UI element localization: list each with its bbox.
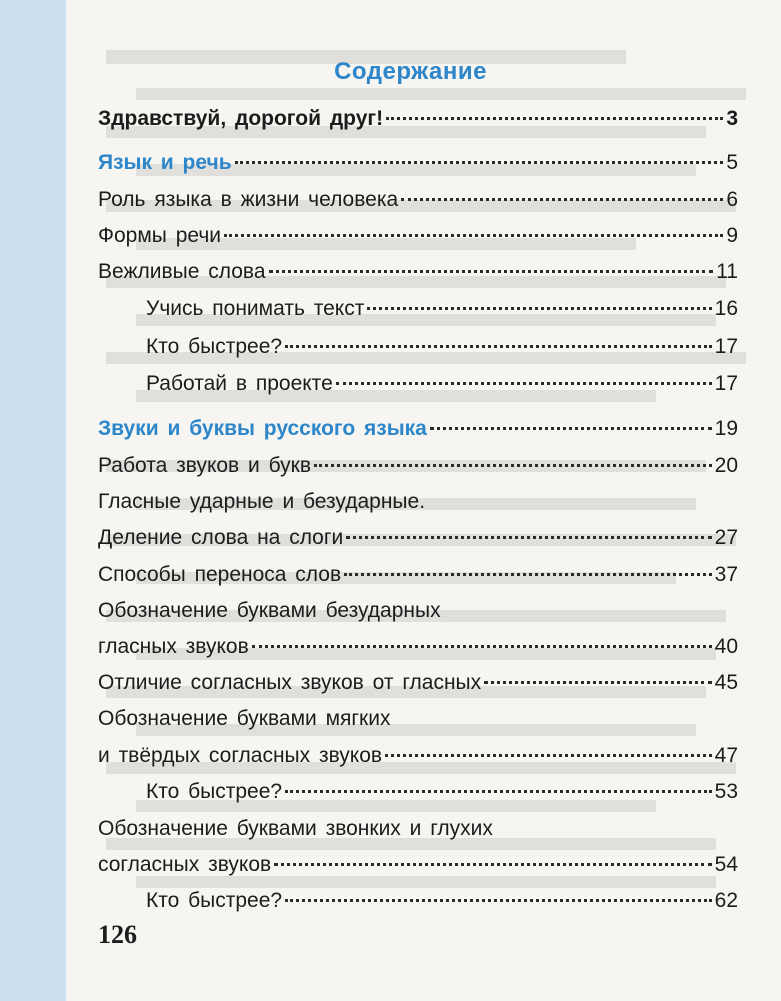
toc-entry-title: согласных звуков bbox=[98, 853, 272, 876]
dot-leader bbox=[367, 307, 711, 310]
toc-entry-page: 19 bbox=[714, 417, 738, 440]
toc-entry-page: 17 bbox=[714, 335, 738, 358]
dot-leader bbox=[269, 270, 714, 273]
toc-entry-title: и твёрдых согласных звуков bbox=[98, 744, 383, 767]
toc-entry-page: 53 bbox=[714, 780, 738, 803]
toc-entry[interactable] bbox=[98, 634, 738, 660]
toc-entry-line1[interactable]: Обозначение буквами безударных bbox=[98, 599, 441, 622]
dot-leader bbox=[285, 345, 712, 348]
toc-entry-title: Здравствуй, дорогой друг! bbox=[98, 107, 384, 130]
toc-entry-page: 16 bbox=[714, 297, 738, 320]
toc-entry[interactable] bbox=[98, 259, 738, 285]
toc-section-heading[interactable] bbox=[98, 416, 738, 442]
dot-leader bbox=[285, 790, 712, 793]
toc-entry-line1[interactable]: Обозначение буквами мягких bbox=[98, 707, 391, 730]
dot-leader bbox=[314, 464, 712, 467]
toc-entry-page: 27 bbox=[714, 526, 738, 549]
toc-entry[interactable] bbox=[98, 562, 738, 588]
toc-entry-page: 54 bbox=[714, 853, 738, 876]
toc-entry-page: 5 bbox=[726, 151, 738, 174]
toc-entry-page: 17 bbox=[714, 372, 738, 395]
toc-entry-title: Язык и речь bbox=[98, 151, 232, 174]
toc-entry-title: Кто быстрее? bbox=[146, 889, 283, 912]
toc-entry-title: Способы переноса слов bbox=[98, 563, 342, 586]
toc-entry[interactable] bbox=[98, 743, 738, 769]
toc-entry-line1[interactable]: Обозначение буквами звонких и глухих bbox=[98, 817, 493, 840]
toc-entry-page: 9 bbox=[726, 224, 738, 247]
dot-leader bbox=[235, 161, 724, 164]
toc-entry-title: Отличие согласных звуков от гласных bbox=[98, 671, 482, 694]
toc-entry-title: Вежливые слова bbox=[98, 260, 266, 283]
toc-entry-page: 6 bbox=[726, 188, 738, 211]
toc-subentry[interactable] bbox=[146, 296, 738, 322]
toc-entry-page: 3 bbox=[726, 107, 738, 130]
toc-subentry[interactable] bbox=[146, 334, 738, 360]
toc-entry[interactable] bbox=[98, 223, 738, 249]
toc-entry[interactable] bbox=[98, 525, 738, 551]
dot-leader bbox=[386, 117, 723, 120]
toc-entry[interactable] bbox=[98, 670, 738, 696]
toc-entry-title: Работа звуков и букв bbox=[98, 454, 312, 477]
toc-entry-page: 62 bbox=[714, 889, 738, 912]
toc-entry-title: Работай в проекте bbox=[146, 372, 333, 395]
toc-subentry[interactable] bbox=[146, 779, 738, 805]
dot-leader bbox=[285, 899, 712, 902]
toc-subentry[interactable] bbox=[146, 371, 738, 397]
toc-entry-title: Формы речи bbox=[98, 224, 222, 247]
page-title: Содержание bbox=[334, 58, 487, 85]
toc-entry-title: Кто быстрее? bbox=[146, 780, 283, 803]
toc-entry-page: 47 bbox=[714, 744, 738, 767]
dot-leader bbox=[344, 573, 712, 576]
toc-entry-title: Роль языка в жизни человека bbox=[98, 188, 399, 211]
dot-leader bbox=[252, 645, 712, 648]
toc-entry-page: 11 bbox=[716, 260, 738, 283]
toc-entry-page: 20 bbox=[714, 454, 738, 477]
toc-entry-page: 45 bbox=[714, 671, 738, 694]
dot-leader bbox=[274, 863, 711, 866]
toc-entry-title: Деление слова на слоги bbox=[98, 526, 344, 549]
toc-entry-title: Кто быстрее? bbox=[146, 335, 283, 358]
dot-leader bbox=[430, 427, 712, 430]
dot-leader bbox=[336, 382, 712, 385]
page-number: 126 bbox=[98, 920, 137, 949]
toc-section-heading[interactable] bbox=[98, 150, 738, 176]
toc-subentry[interactable] bbox=[146, 888, 738, 914]
toc-entry-title: Звуки и буквы русского языка bbox=[98, 417, 427, 440]
dot-leader bbox=[346, 536, 711, 539]
toc-entry[interactable]: Гласные ударные и безударные. bbox=[98, 490, 426, 513]
toc-entry[interactable] bbox=[98, 852, 738, 878]
toc-entry-title: гласных звуков bbox=[98, 635, 249, 658]
dot-leader bbox=[385, 754, 712, 757]
toc-entry[interactable] bbox=[98, 187, 738, 213]
margin-strip bbox=[0, 0, 66, 1001]
dot-leader bbox=[401, 198, 723, 201]
toc-entry[interactable] bbox=[98, 106, 738, 132]
toc-entry[interactable] bbox=[98, 453, 738, 479]
toc-entry-page: 40 bbox=[714, 635, 738, 658]
toc-entry-page: 37 bbox=[714, 563, 738, 586]
toc-entry-title: Учись понимать текст bbox=[146, 297, 365, 320]
dot-leader bbox=[224, 234, 723, 237]
dot-leader bbox=[484, 681, 712, 684]
